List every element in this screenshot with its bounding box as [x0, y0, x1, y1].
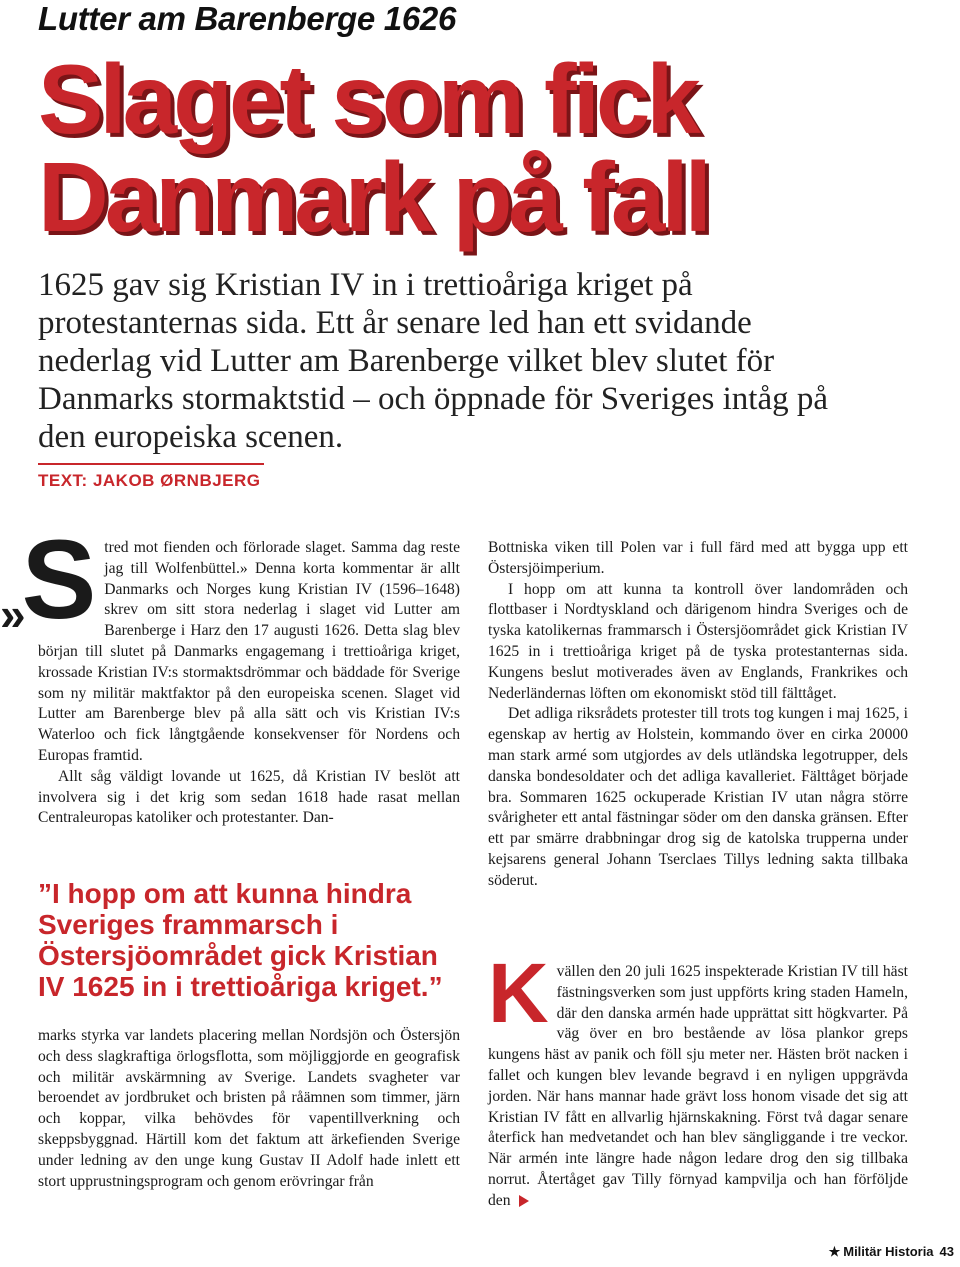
star-icon: ★: [828, 1244, 841, 1259]
right-para-3: Det adliga riksrådets protester till trots tog kungen i maj 1625, i egenskap av hertig av Holstein, kommando över en cirka 20000 man stark armé som utgjordes av dels utländska legotrupper, dels danska bondesoldater och det adliga kavalleriet. Fälttåget började bra. Sommaren 1625 ockuperade Kristian IV utan några större svårigheter ett antal fästningar söder om den danska gränsen. Efter ett par smärre drabbningar drog sig de katolska trupperna under kejsarens general Johann Tserclaes Tillys ledning sakta tillbaka söderut.: [488, 705, 908, 889]
left-para-3: marks styrka var landets placering mellan Nordsjön och Östersjön och dess slagkraftiga örlogsflotta, som möjliggjorde en geografisk och militär avskärmning av Sverige. Landets svagheter var beroendet av jordbruket och bristen på råämnen som timmer, järn och koppar, vilka behövdes för vapentillverkning och skeppsbyggnad. Härtill kom det faktum att ärkefienden Sverige under ledning av den unge kung Gustav II Adolf hade inlett ett stort upprustningsprogram och genom erövringar från: [38, 1027, 460, 1190]
right-column-top: [488, 538, 908, 892]
dropcap-s: [0, 517, 97, 642]
ingress: 1625 gav sig Kristian IV in i trettioåriga kriget på protestanternas sida. Ett år senare led han ett svidande nederlag vid Lutter am Barenberge vilket blev slutet för Danmarks stormaktstid – och öppnade för Sveriges intåg på den europeiska scenen.: [38, 267, 828, 455]
dropcap-quote: »: [0, 588, 22, 640]
left-para-2: Allt såg väldigt lovande ut 1625, då Kristian IV beslöt att involvera sig i det krig som sedan 1618 hade rasat mellan Centraleuropas katoliker och protestanter. Dan-: [38, 767, 460, 827]
headline: [38, 44, 938, 252]
dropcap-s-letter: S: [21, 517, 97, 642]
left-column-top: [0, 517, 460, 829]
byline-rule: [38, 463, 264, 465]
right-para-2: I hopp om att kunna ta kontroll över landområden och flottbaser i Nordtyskland och därigenom hindra Sveriges och de tyska katolikernas frammarsch i Östersjöområdet gick Kristian IV 1625 in i trettioåriga kriget på de tyska protestanternas sida. Kungens beslut motiverades även av Englands, Frankrikes och Nederländernas löften om ekonomiskt stöd till fälttåget.: [488, 580, 908, 702]
page-number: 43: [939, 1244, 954, 1259]
headline-line-1: Slaget som fick: [38, 44, 697, 154]
pull-quote: ”I hopp om att kunna hindra Sveriges frammarsch i Östersjöområdet gick Kristian IV 1625 in i trettioåriga kriget.”: [38, 878, 443, 1002]
left-column-bottom: [38, 1026, 460, 1192]
page-footer: [829, 1244, 954, 1260]
right-para-4: vällen den 20 juli 1625 inspekterade Kristian IV till häst fästningsverken som just uppförts kring staden Hameln, där den danska armén hade upprättat sitt högkvarter. På väg över en bro bestående av lösa plankor greps kungens häst av panik och föll sju meter ner. Hästen bröt nacken i fallet och kungen blev levande begravd i en nyligen uppgrävda jorden. När hans mannar hade grävt loss honom visade det sig att Kristian IV fått en allvarlig hjärnskakning. Först två dagar senare återfick han medvetandet och han blev sängliggande i tre veckor. När armén inte längre hade någon ledare drog den sig tillbaka norrut. Återtåget gav Tilly förnyad kampvilja och han förföljde den: [488, 963, 908, 1209]
right-column-bottom: [488, 946, 908, 1212]
kicker: Lutter am Barenberge 1626: [38, 0, 457, 37]
dropcap-k: K: [488, 946, 549, 1040]
byline: TEXT: JAKOB ØRNBJERG: [38, 471, 261, 490]
right-para-1: Bottniska viken till Polen var i full färd med att bygga upp ett Östersjöimperium.: [488, 539, 908, 577]
left-para-1: tred mot fienden och förlorade slaget. Samma dag reste jag till Wolfenbüttel.» Denna korta kommentar är allt Danmarks och Norges kung Kristian IV (1596–1648) skrev om sitt stora nederlag i slaget vid Lutter am Barenberge i Harz den 17 augusti 1626. Detta slag blev början till slutet på Danmarks engagemang i trettioåriga kriget, krossade Kristian IV:s stormaktsdrömmar och bäddade för Sverige som ny militär maktfaktor på den europeiska scenen. Slaget vid Lutter am Barenberge blev på alla sätt och vis Kristian IV:s Waterloo och fick långtgående konsekvenser för Nordens och Europas framtid.: [38, 539, 460, 764]
headline-line-2: Danmark på fall: [38, 142, 708, 252]
continue-arrow-icon: [519, 1195, 529, 1207]
magazine-name: Militär Historia: [843, 1244, 934, 1259]
